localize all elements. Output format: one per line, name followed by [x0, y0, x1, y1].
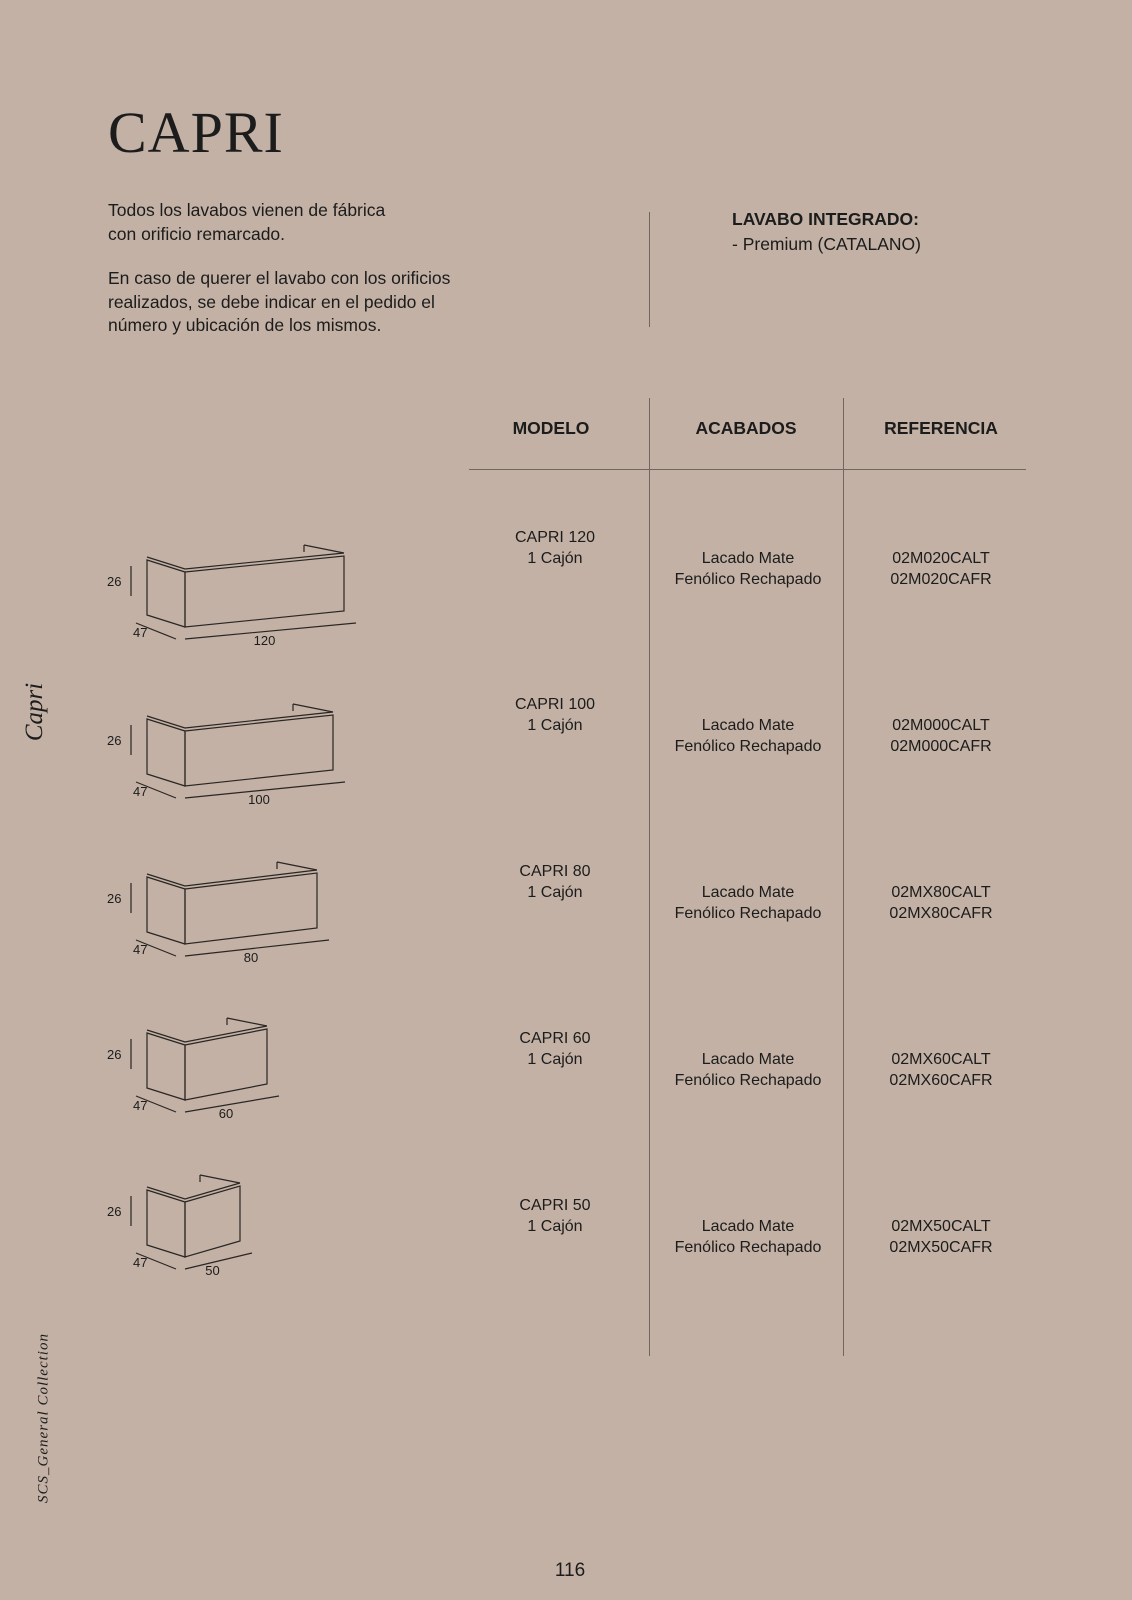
reference-item: 02M020CALT	[892, 550, 990, 567]
model-name: CAPRI 60	[519, 1030, 591, 1047]
model-drawer: 1 Cajón	[527, 884, 583, 901]
cabinet-side	[147, 719, 185, 786]
finish-item: Lacado Mate	[701, 1051, 795, 1068]
intro-line: número y ubicación de los mismos.	[108, 315, 382, 335]
reference-item: 02MX50CALT	[891, 1218, 991, 1235]
finish-item: Fenólico Rechapado	[674, 571, 822, 588]
reference-item: 02MX80CAFR	[889, 905, 993, 922]
finish-item: Fenólico Rechapado	[674, 738, 822, 755]
column-header-modelo: MODELO	[512, 418, 590, 438]
depth-label: 47	[133, 942, 148, 957]
finish-item: Lacado Mate	[701, 1218, 795, 1235]
model-drawer: 1 Cajón	[527, 1218, 583, 1235]
lavabo-item: - Premium (CATALANO)	[732, 234, 921, 254]
finish-item: Lacado Mate	[701, 884, 795, 901]
cabinet-drawing	[131, 862, 329, 956]
reference-item: 02MX80CALT	[891, 884, 991, 901]
cabinet-back-edge	[293, 704, 333, 712]
collection-label: SCS_General Collection	[35, 1333, 52, 1503]
cabinet-side	[147, 877, 185, 944]
cabinet-top-edge	[147, 1026, 267, 1042]
intro-line: En caso de querer el lavabo con los orificios	[108, 268, 451, 288]
model-drawer: 1 Cajón	[527, 717, 583, 734]
model-drawer: 1 Cajón	[527, 1051, 583, 1068]
width-label: 100	[248, 792, 270, 807]
finish-item: Lacado Mate	[701, 717, 795, 734]
cabinet-back-edge	[304, 545, 344, 553]
side-label: Capri	[21, 682, 48, 742]
cabinet-back-edge	[277, 862, 317, 870]
finish-item: Fenólico Rechapado	[674, 905, 822, 922]
column-header-referencia: REFERENCIA	[884, 418, 998, 438]
finish-item: Fenólico Rechapado	[674, 1072, 822, 1089]
page-title: CAPRI	[108, 100, 284, 165]
page-number: 116	[554, 1560, 586, 1581]
width-label: 80	[243, 950, 259, 965]
cabinet-drawing	[131, 704, 345, 798]
cabinet-side	[147, 1190, 185, 1257]
depth-label: 47	[133, 1255, 148, 1270]
height-label: 26	[107, 733, 122, 748]
reference-item: 02MX60CAFR	[889, 1072, 993, 1089]
width-label: 120	[253, 633, 276, 648]
reference-item: 02M000CAFR	[890, 738, 992, 755]
width-label: 50	[205, 1263, 220, 1278]
cabinet-side	[147, 1033, 185, 1100]
depth-label: 47	[133, 784, 148, 799]
cabinet-back-edge	[200, 1175, 240, 1183]
column-header-acabados: ACABADOS	[695, 418, 797, 438]
model-name: CAPRI 80	[519, 863, 591, 880]
cabinet-drawing	[131, 1175, 252, 1269]
height-label: 26	[107, 1204, 122, 1219]
depth-label: 47	[133, 625, 148, 640]
reference-item: 02M000CALT	[892, 717, 990, 734]
cabinet-top-edge	[147, 1183, 240, 1199]
reference-item: 02M020CAFR	[890, 571, 992, 588]
cabinet-drawing	[131, 1018, 279, 1112]
height-label: 26	[107, 574, 122, 589]
model-name: CAPRI 120	[514, 529, 596, 546]
intro-line: Todos los lavabos vienen de fábrica	[108, 200, 386, 220]
reference-item: 02MX50CAFR	[889, 1239, 993, 1256]
model-name: CAPRI 50	[519, 1197, 591, 1214]
finish-item: Lacado Mate	[701, 550, 795, 567]
intro-line: con orificio remarcado.	[108, 223, 286, 244]
cabinet-top-edge	[147, 553, 344, 569]
depth-label: 47	[133, 1098, 148, 1113]
intro-line: realizados, se debe indicar en el pedido el	[108, 291, 435, 312]
height-label: 26	[107, 891, 122, 906]
model-name: CAPRI 100	[514, 696, 596, 713]
width-label: 60	[218, 1106, 234, 1121]
model-drawer: 1 Cajón	[527, 550, 583, 567]
height-label: 26	[107, 1047, 122, 1062]
cabinet-back-edge	[227, 1018, 267, 1026]
cabinet-drawing	[131, 545, 356, 639]
lavabo-title: LAVABO INTEGRADO:	[732, 209, 919, 229]
finish-item: Fenólico Rechapado	[674, 1239, 822, 1256]
reference-item: 02MX60CALT	[891, 1051, 991, 1068]
cabinet-side	[147, 560, 185, 627]
